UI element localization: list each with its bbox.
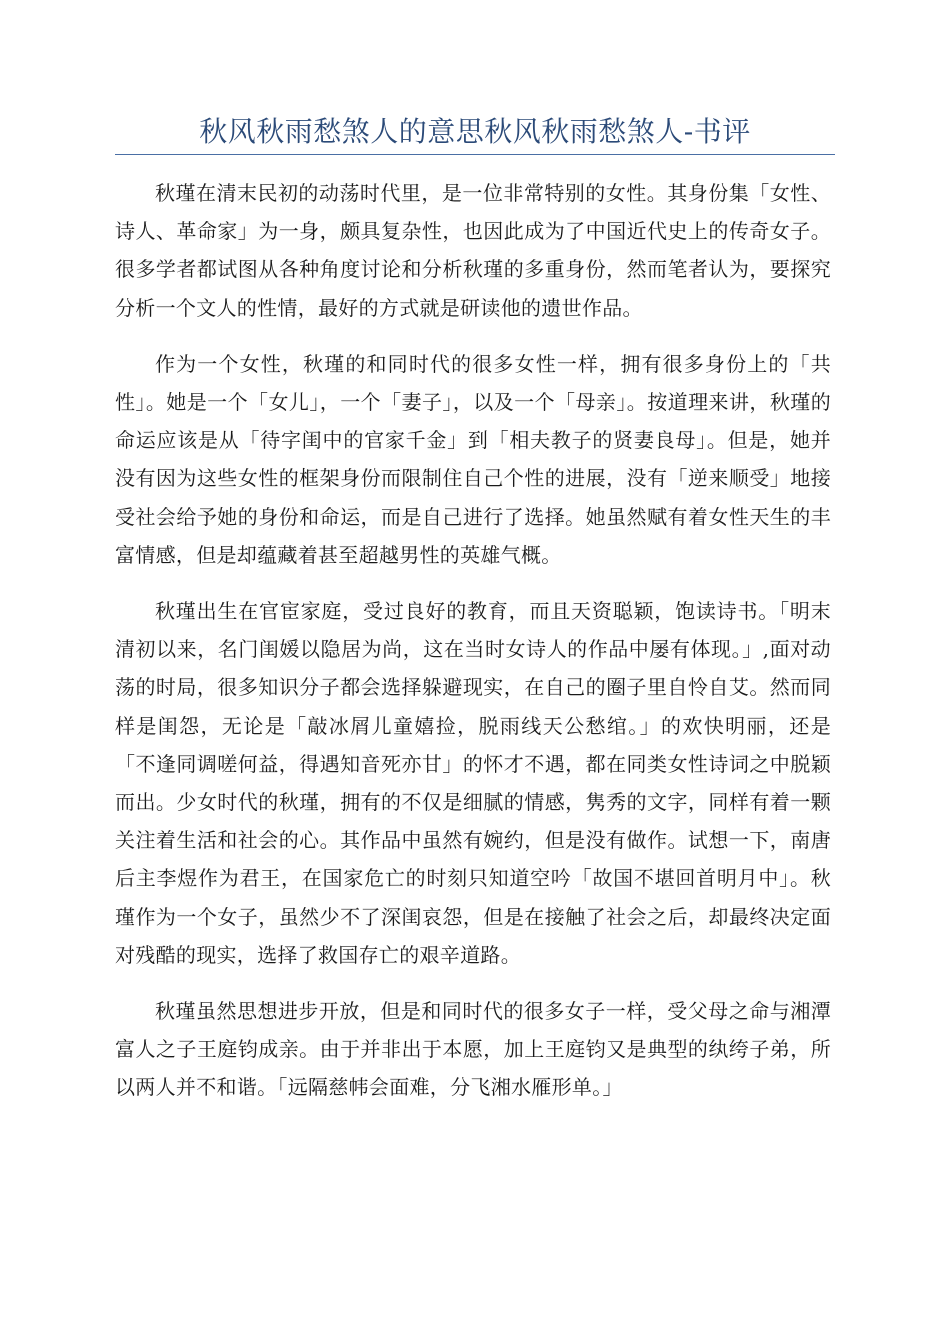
title-underline bbox=[115, 154, 835, 155]
paragraph-3: 秋瑾出生在官宦家庭，受过良好的教育，而且天资聪颖，饱读诗书。「明末清初以来，名门闺媛以隐居为尚，这在当时女诗人的作品中屡有体现。」,面对动荡的时局，很多知识分子都会选择躲避现实，在自己的圈子里自怜自艾。然而同样是闺怨，无论是「敲冰屑儿童嬉捡，脱雨线天公愁绾。」的欢快明丽，还是「不逢同调嗟何益，得遇知音死亦甘」的怀才不遇，都在同类女性诗词之中脱颖而出。少女时代的秋瑾，拥有的不仅是细腻的情感，隽秀的文字，同样有着一颗关注着生活和社会的心。其作品中虽然有婉约，但是没有做作。试想一下，南唐后主李煜作为君王，在国家危亡的时刻只知道空吟「故国不堪回首明月中」。秋瑾作为一个女子，虽然少不了深闺哀怨，但是在接触了社会之后，却最终决定面对残酷的现实，选择了救国存亡的艰辛道路。 bbox=[115, 599, 831, 967]
paragraph-2: 作为一个女性，秋瑾的和同时代的很多女性一样，拥有很多身份上的「共性」。她是一个「女儿」，一个「妻子」，以及一个「母亲」。按道理来讲，秋瑾的命运应该是从「待字闺中的官家千金」到「相夫教子的贤妻良母」。但是，她并没有因为这些女性的框架身份而限制住自己个性的进展，没有「逆来顺受」地接受社会给予她的身份和命运，而是自己进行了选择。她虽然赋有着女性天生的丰富情感，但是却蕴藏着甚至超越男性的英雄气概。 bbox=[115, 351, 831, 567]
article-body bbox=[115, 174, 831, 1125]
page-title: 秋风秋雨愁煞人的意思秋风秋雨愁煞人-书评 bbox=[199, 115, 751, 148]
paragraph-4: 秋瑾虽然思想进步开放，但是和同时代的很多女子一样，受父母之命与湘潭富人之子王庭钧成亲。由于并非出于本愿，加上王庭钧又是典型的纨绔子弟，所以两人并不和谐。「远隔慈帏会面难，分飞湘水雁形单。」 bbox=[115, 999, 831, 1100]
paragraph-1: 秋瑾在清末民初的动荡时代里，是一位非常特别的女性。其身份集「女性、诗人、革命家」为一身，颇具复杂性，也因此成为了中国近代史上的传奇女子。很多学者都试图从各种角度讨论和分析秋瑾的多重身份，然而笔者认为，要探究分析一个文人的性情，最好的方式就是研读他的遗世作品。 bbox=[115, 181, 831, 320]
